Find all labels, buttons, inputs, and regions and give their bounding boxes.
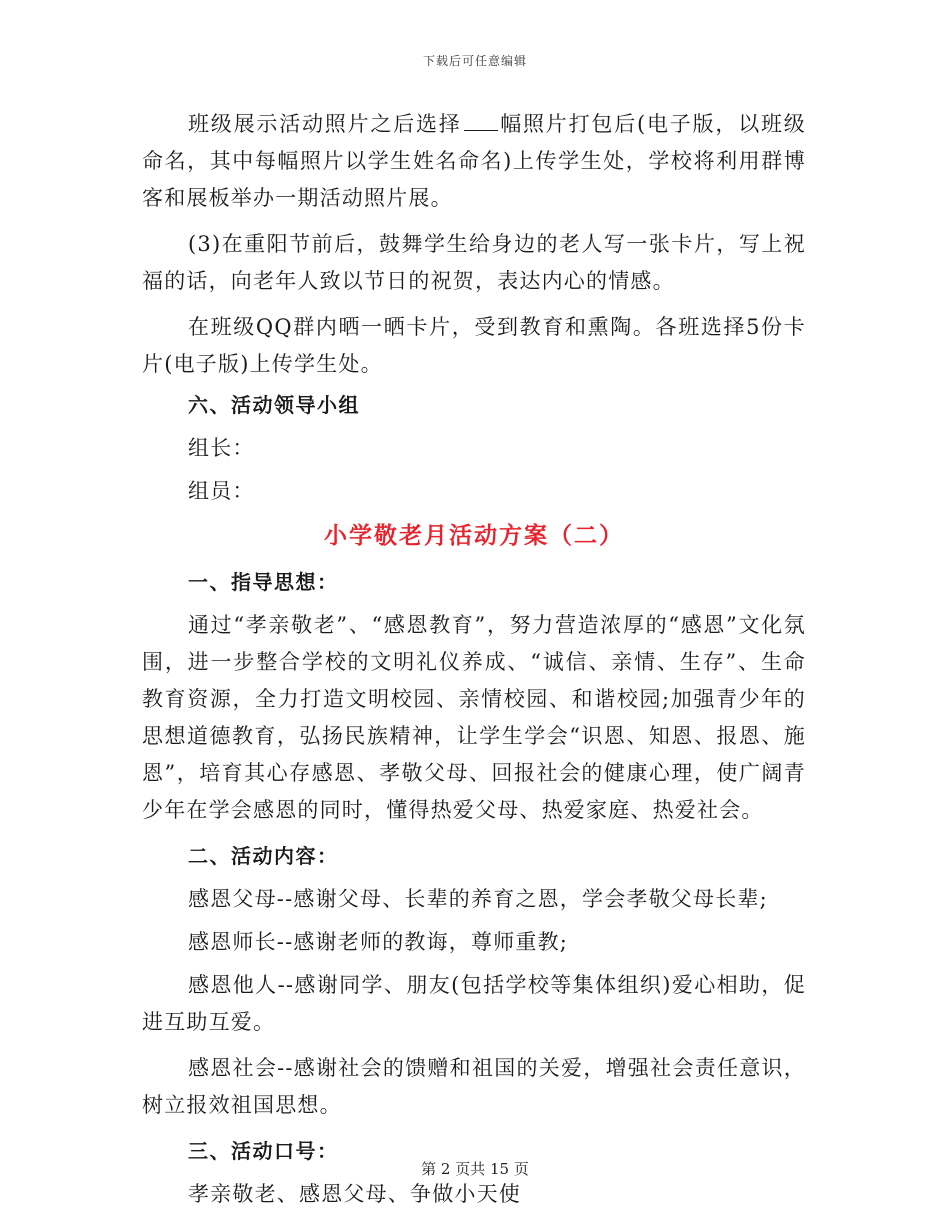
group-members-line: 组员： [188, 479, 255, 503]
heading-leadership-group: 六、活动领导小组 [188, 393, 360, 417]
page-number-footer: 第 2 页共 15 页 [421, 1160, 529, 1178]
paragraph-guiding-ideology: 通过“孝亲敬老”、“感恩教育”，努力营造浓厚的“感恩”文化氛围，进一步整合学校的文明礼仪养成、“诚信、亲情、生存”、生命教育资源，全力打造文明校园、亲情校园、和谐校园;加强青少年的思想道德教育，弘扬民族精神，让学生学会“识恩、知恩、报恩、施恩”，培育其心存感恩、孝敬父母、回报社会的健康心理，使广阔青少年在学会感恩的同时，懂得热爱父母、热爱家庭、热爱社会。 [142, 613, 806, 822]
slogan-text: 孝亲敬老、感恩父母、争做小天使 [188, 1182, 521, 1206]
paragraph-photo-exhibition [142, 106, 806, 217]
list-item: 感恩师长--感谢老师的教诲，尊师重教; [188, 930, 569, 954]
page-header: 下载后可任意编辑 [422, 54, 527, 68]
paragraph-greeting-card: (3)在重阳节前后，鼓舞学生给身边的老人写一张卡片，写上祝福的话，向老年人致以节日的祝贺，表达内心的情感。 [142, 232, 806, 293]
list-item: 感恩他人--感谢同学、朋友(包括学校等集体组织)爱心相助，促进互助互爱。 [142, 973, 806, 1034]
paragraph-photo-text-end: 幅照片打包后(电子版，以班级命名，其中每幅照片以学生姓名命名)上传学生处，学校将利用群博客和展板举办一期活动照片展。 [142, 112, 806, 210]
group-leader-line: 组长： [188, 436, 255, 460]
heading-activity-content: 二、活动内容： [188, 844, 339, 868]
document-title: 小学敬老月活动方案（二） [324, 523, 624, 549]
document-body [142, 106, 806, 1219]
paragraph-photo-text-start: 班级展示活动照片之后选择 [188, 112, 462, 136]
heading-activity-slogan: 三、活动口号： [188, 1139, 339, 1163]
list-item: 感恩社会--感谢社会的馈赠和祖国的关爱，增强社会责任意识，树立报效祖国思想。 [142, 1056, 806, 1117]
heading-guiding-ideology: 一、指导思想： [188, 570, 339, 594]
paragraph-qq-group: 在班级QQ群内晒一晒卡片，受到教育和熏陶。各班选择5份卡片(电子版)上传学生处。 [142, 315, 806, 376]
fill-in-blank [464, 110, 498, 131]
list-item: 感恩父母--感谢父母、长辈的养育之恩，学会孝敬父母长辈; [188, 887, 768, 911]
